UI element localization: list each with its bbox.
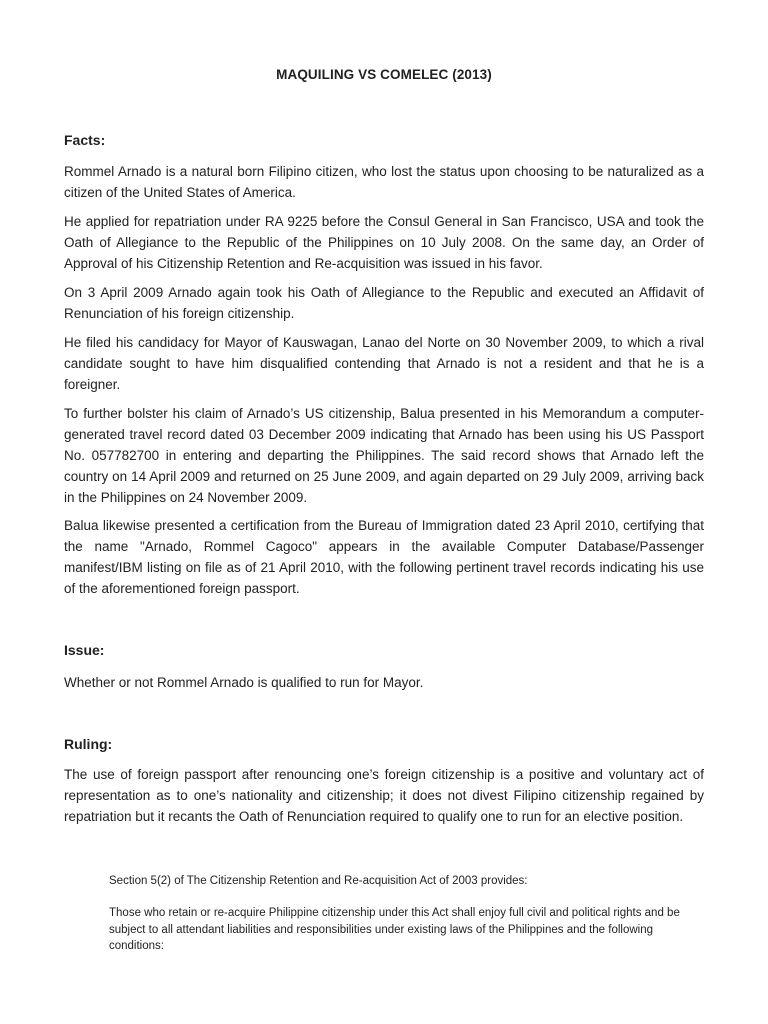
quote-body: Those who retain or re-acquire Philippine citizenship under this Act shall enjoy full civil and political rights and be subject to all attendant liabilities and responsibilities under existing laws of the Philippines and the following conditions: — [109, 907, 680, 952]
issue-paragraph: Whether or not Rommel Arnado is qualified to run for Mayor. — [64, 675, 424, 690]
facts-paragraph: He applied for repatriation under RA 9225 before the Consul General in San Francisco, USA and took the Oath of Allegiance to the Republic of the Philippines on 10 July 2008. On the same day, an Order of Approval of his Citizenship Retention and Re-acquisition was issued in his favor. — [64, 214, 704, 271]
ruling-heading: Ruling: — [64, 736, 113, 752]
facts-paragraph: Balua likewise presented a certification from the Bureau of Immigration dated 23 April 2010, certifying that the name "Arnado, Rommel Cagoco" appears in the available Computer Database/Passenger manifest/IBM listing on file as of 21 April 2010, with the following pertinent travel records indicating his use of the aforementioned foreign passport. — [64, 518, 704, 596]
quote-intro: Section 5(2) of The Citizenship Retention and Re-acquisition Act of 2003 provides: — [109, 875, 528, 887]
ruling-paragraph: The use of foreign passport after renouncing one’s foreign citizenship is a positive and voluntary act of representation as to one’s nationality and citizenship; it does not divest Filipino citizenship regained by repatriation but it recants the Oath of Renunciation required to qualify one to run for an elective position. — [64, 767, 704, 824]
facts-paragraph: On 3 April 2009 Arnado again took his Oath of Allegiance to the Republic and executed an Affidavit of Renunciation of his foreign citizenship. — [64, 285, 704, 321]
facts-paragraph: Rommel Arnado is a natural born Filipino citizen, who lost the status upon choosing to be naturalized as a citizen of the United States of America. — [64, 164, 704, 200]
facts-heading: Facts: — [64, 132, 106, 148]
document-title: MAQUILING VS COMELEC (2013) — [276, 67, 492, 82]
facts-paragraph: To further bolster his claim of Arnado’s US citizenship, Balua presented in his Memorandum a computer-generated travel record dated 03 December 2009 indicating that Arnado has been using his US Passport No. 057782700 in entering and departing the Philippines. The said record shows that Arnado left the country on 14 April 2009 and returned on 25 June 2009, and again departed on 29 July 2009, arriving back in the Philippines on 24 November 2009. — [64, 406, 704, 505]
issue-heading: Issue: — [64, 642, 105, 658]
facts-paragraph: He filed his candidacy for Mayor of Kauswagan, Lanao del Norte on 30 November 2009, to which a rival candidate sought to have him disqualified contending that Arnado is not a resident and that he is a foreigner. — [64, 335, 704, 392]
